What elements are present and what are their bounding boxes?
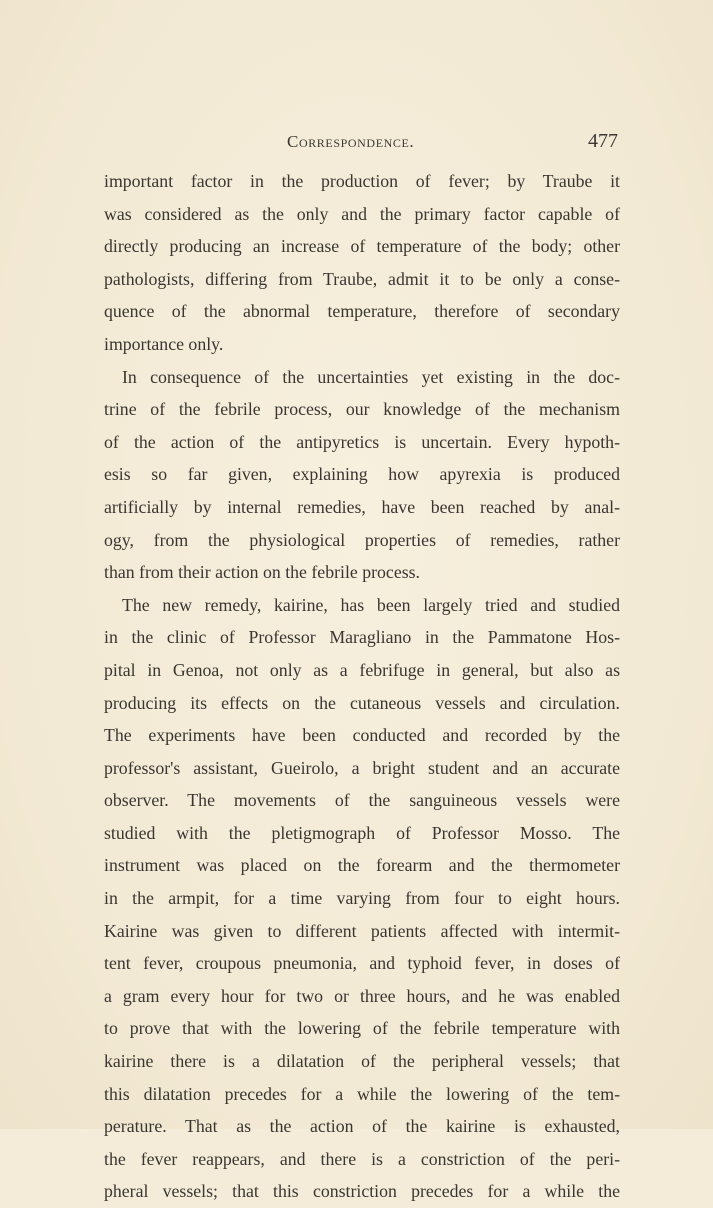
text-line: The experiments have been conducted and recorded by the [104,725,620,746]
page-number: 477 [588,130,618,152]
text-line: observer. The movements of the sanguineous vessels were [104,790,620,811]
text-line: pital in Genoa, not only as a febrifuge in general, but also as [104,659,620,680]
text-line: quence of the abnormal temperature, therefore of secondary [104,301,620,322]
text-line: than from their action on the febrile process. [104,562,420,583]
text-line: was considered as the only and the primary factor capable of [104,203,620,224]
text-line: tent fever, croupous pneumonia, and typhoid fever, in doses of [104,953,620,974]
paragraph [104,361,620,589]
text-line: directly producing an increase of temperature of the body; other [104,236,620,257]
text-line: in the armpit, for a time varying from four to eight hours. [104,888,620,909]
text-line: professor's assistant, Gueirolo, a bright student and an accurate [104,757,620,778]
text-line: The new remedy, kairine, has been largely tried and studied [122,594,620,615]
text-line: Kairine was given to different patients affected with intermit- [104,920,620,941]
text-line: artificially by internal remedies, have been reached by anal- [104,496,620,517]
text-line: studied with the pletigmograph of Professor Mosso. The [104,822,620,843]
text-line: a gram every hour for two or three hours, and he was enabled [104,985,620,1006]
text-line: pathologists, differing from Traube, admit it to be only a conse- [104,268,620,289]
text-line: kairine there is a dilatation of the peripheral vessels; that [104,1051,620,1072]
text-line: esis so far given, explaining how apyrexia is produced [104,464,620,485]
text-line: important factor in the production of fever; by Traube it [104,171,620,191]
text-line: perature. That as the action of the kairine is exhausted, [104,1116,620,1137]
text-line: this dilatation precedes for a while the lowering of the tem- [104,1083,620,1104]
running-head: Correspondence. [287,132,415,151]
text-line: In consequence of the uncertainties yet existing in the doc- [122,366,620,387]
text-line: in the clinic of Professor Maragliano in the Pammatone Hos- [104,627,620,648]
text-line: trine of the febrile process, our knowledge of the mechanism [104,399,620,420]
text-line: ogy, from the physiological properties of remedies, rather [104,529,620,550]
text-line: the fever reappears, and there is a constriction of the peri- [104,1148,620,1169]
paragraph [104,165,620,361]
text-line: instrument was placed on the forearm and the thermometer [104,855,620,876]
page-header [104,128,624,158]
body-text [104,165,620,1208]
text-line: to prove that with the lowering of the febrile temperature with [104,1018,620,1039]
text-line: pheral vessels; that this constriction precedes for a while the [104,1181,620,1202]
text-line: of the action of the antipyretics is uncertain. Every hypoth- [104,431,620,452]
text-line: producing its effects on the cutaneous vessels and circulation. [104,692,620,713]
text-line: importance only. [104,333,224,354]
paragraph [104,589,620,1208]
